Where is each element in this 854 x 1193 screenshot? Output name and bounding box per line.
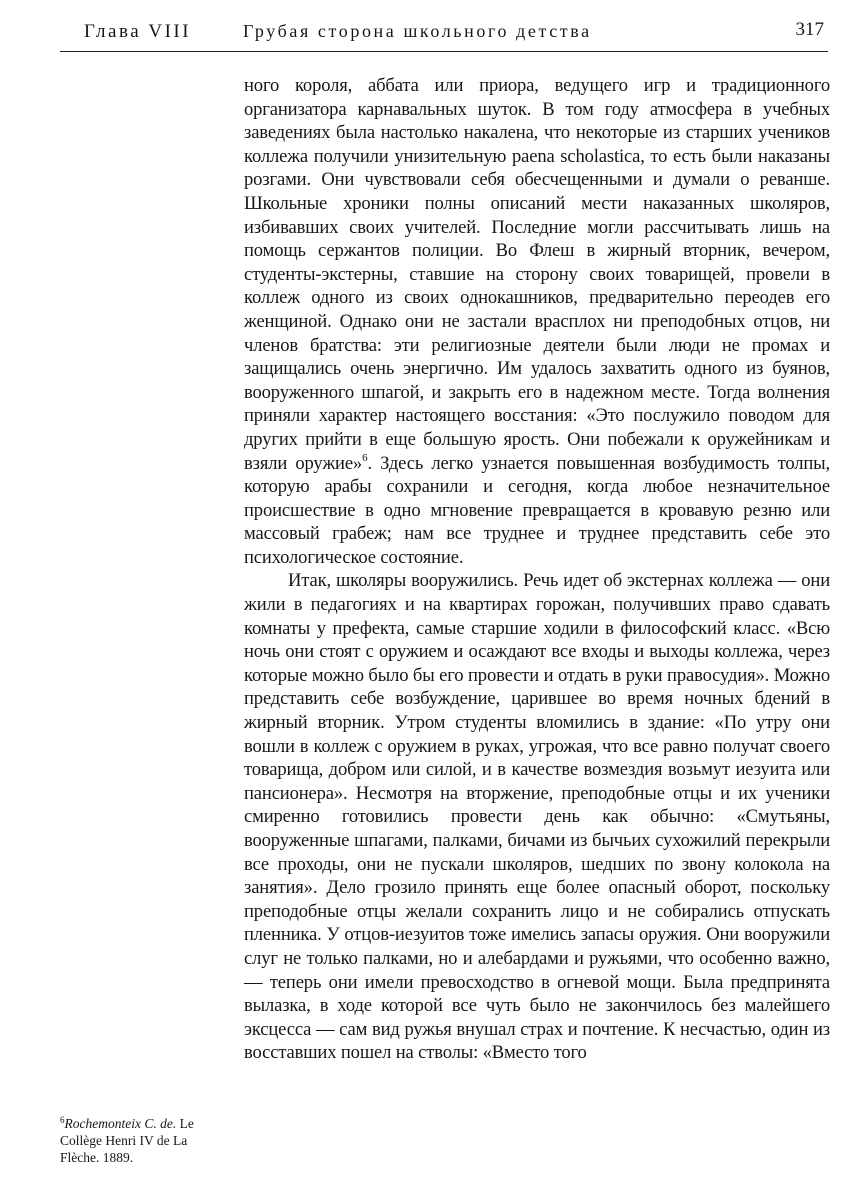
chapter-title: Грубая сторона школьного детства (243, 21, 592, 41)
footnote-author: Rochemonteix C. de. (64, 1116, 177, 1131)
paragraph-1-text: ного короля, аббата или приора, ведущего игр и традиционного организатора карнавальных шуток. В том году атмосфера в учебных заведениях была настолько накалена, что некоторые из старших учеников коллежа получили унизительную paena scholastica, то есть были наказаны розгами. Они чувствовали себя обесчещенными и думали о реванше. Школьные хроники полны описаний мести наказанных школяров, избивавших своих учителей. Последние могли рассчитывать лишь на помощь сержантов полиции. Во Флеш в жирный вторник, вечером, студенты-экстерны, ставшие на сторону своих товарищей, провели в коллеж одного из своих однокашников, предварительно переодев его женщиной. Однако они не застали врасплох ни преподобных отцов, ни членов братства: эти религиозные деятели были люди не промах и защищались очень энергично. Им удалось захватить одного из буянов, вооруженного шпагой, и закрыть его в надежном месте. Тогда волнения приняли характер настоящего восстания: «Это послужило поводом для других прийти в еще большую ярость. Они побежали к оружейникам и взяли оружие» (244, 75, 830, 474)
chapter-label: Глава VIII (84, 21, 192, 42)
header-rule (60, 51, 828, 52)
footnote-marker: 6 (60, 1115, 65, 1125)
footnote-reference[interactable]: 6 (362, 451, 368, 464)
paragraph-2: Итак, школяры вооружились. Речь идет об экстернах коллежа — они жили в педагогиях и на квартирах горожан, получивших право сдавать комнаты у префекта, самые старшие ходили в философский класс. «Всю ночь они стоят с оружием и осаждают все входы и выходы коллежа, через которые можно было бы его провести и отдать в руки правосудия». Можно представить себе возбуждение, царившее во время ночных бдений в жирный вторник. Утром студенты вломились в здание: «По утру они вошли в коллеж с оружием в руках, угрожая, что все равно получат своего товарища, добром или силой, и в качестве возмездия возьмут иезуита или пансионера». Несмотря на вторжение, преподобные отцы и их ученики смиренно готовились провести день как обычно: «Смутьяны, вооруженные шпагами, палками, бичами из бычьих сухожилий перекрыли все проходы, они не пускали школяров, шедших по звону колокола на занятия». Дело грозило принять еще более опасный оборот, поскольку преподобные отцы желали сохранить лицо и не собирались отпускать пленника. У отцов-иезуитов тоже имелись запасы оружия. Они вооружили слуг не только палками, но и алебардами и ружьями, что особенно важно,— теперь они имели превосходство в огневой мощи. Была предпринята вылазка, в ходе которой все чуть было не закончилось без малейшего эксцесса — сам вид ружья внушал страх и почтение. К несчастью, один из восставших пошел на стволы: «Вместо того (244, 570, 830, 1064)
footnote-text: Le Collège Henri IV de La Flèche. 1889. (60, 1116, 194, 1165)
footnote (60, 1115, 210, 1166)
paragraph-1 (244, 74, 830, 569)
paragraph-1-continuation: . Здесь легко узнается повышенная возбудимость толпы, которую арабы сохранили и сегодня, когда любое незначительное происшествие в одно мгновение превращается в кровавую резню или массовый грабеж; нам все труднее и труднее представить себе это психологическое состояние. (244, 452, 830, 568)
page-number: 317 (795, 19, 824, 40)
main-text (244, 74, 830, 1065)
running-header (0, 0, 854, 56)
